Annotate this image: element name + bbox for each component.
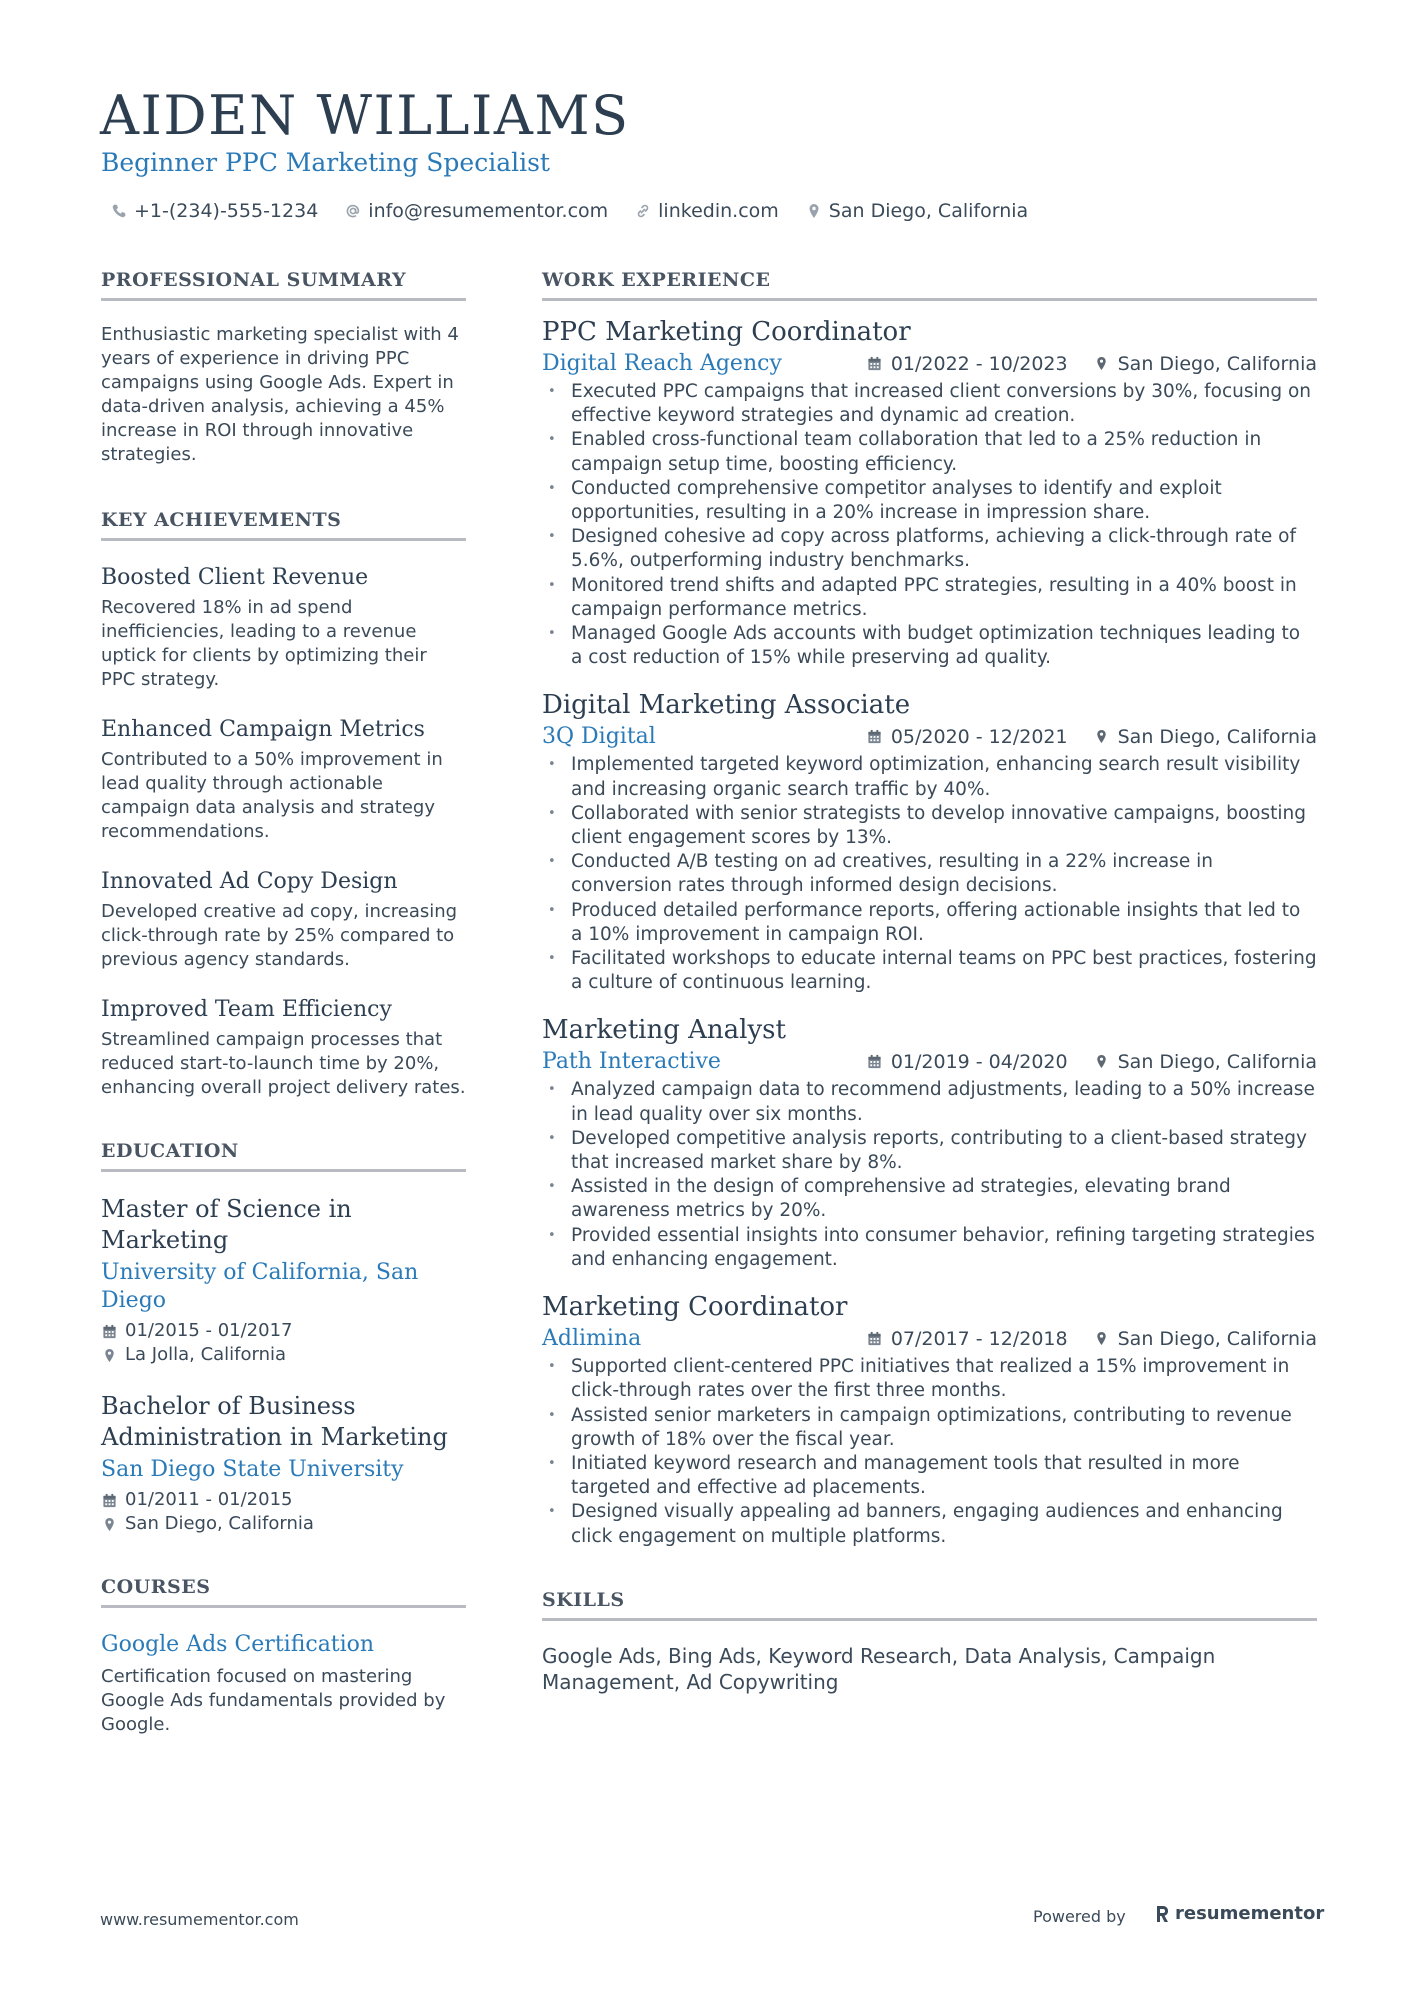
bullet-item: • Enabled cross-functional team collaboration that led to a 25% reduction in campaign setup time, boosting efficiency. (542, 428, 1317, 476)
experience-section (542, 269, 1317, 1549)
calendar-icon (867, 1054, 883, 1070)
dates-text: 01/2019 - 04/2020 (890, 1050, 1068, 1073)
bullet-item: • Designed visually appealing ad banners, engaging audiences and enhancing click engagement on multiple platforms. (542, 1500, 1317, 1548)
bullet-item: • Conducted A/B testing on ad creatives, resulting in a 22% increase in conversion rates through informed design decisions. (542, 850, 1317, 898)
bullet-item: • Assisted in the design of comprehensive ad strategies, elevating brand awareness metrics by 20%. (542, 1175, 1317, 1223)
job-title: Beginner PPC Marketing Specialist (101, 148, 550, 177)
link-icon (634, 202, 652, 220)
job-meta (867, 1328, 1317, 1350)
candidate-name: AIDEN WILLIAMS (100, 84, 630, 147)
dates-text: 01/2022 - 10/2023 (890, 352, 1068, 375)
skills-heading: SKILLS (542, 1589, 1317, 1621)
location-icon (1094, 1054, 1110, 1070)
school: San Diego State University (101, 1457, 404, 1482)
dates-text: 05/2020 - 12/2021 (890, 725, 1068, 748)
job-position: Digital Marketing Associate (542, 690, 911, 721)
dates-text: 01/2015 - 01/2017 (125, 1320, 293, 1341)
education-dates (101, 1488, 466, 1512)
achievement-item (101, 867, 466, 972)
achievement-text: Recovered 18% in ad spend inefficiencies, leading to a revenue uptick for clients by optimizing their PPC strategy. (101, 597, 427, 690)
education-location (101, 1343, 466, 1367)
degree: Master of Science in Marketing (101, 1195, 352, 1254)
education-item (101, 1391, 466, 1536)
job-position: Marketing Coordinator (542, 1292, 848, 1323)
achievement-title: Enhanced Campaign Metrics (101, 717, 425, 742)
job-location (1094, 1328, 1317, 1350)
achievement-title: Improved Team Efficiency (101, 997, 392, 1022)
location-text: San Diego, California (1117, 1327, 1317, 1350)
job-bullets (542, 380, 1317, 670)
calendar-icon (867, 356, 883, 372)
location-icon (101, 1347, 117, 1363)
education-heading: EDUCATION (101, 1140, 466, 1172)
location-text: San Diego, California (125, 1513, 314, 1534)
job-subheader (542, 1049, 1317, 1074)
footer-url[interactable]: www.resumementor.com (100, 1910, 299, 1929)
location-icon (805, 202, 823, 220)
job-company: Adlimina (542, 1326, 642, 1352)
location-text: San Diego, California (1117, 352, 1317, 375)
location-icon (1094, 356, 1110, 372)
brand-text: resumementor (1175, 1903, 1325, 1924)
dates-text: 07/2017 - 12/2018 (890, 1327, 1068, 1350)
job-subheader (542, 1326, 1317, 1351)
email-text: info@resumementor.com (368, 200, 609, 222)
achievement-item (101, 563, 466, 692)
bullet-item: • Initiated keyword research and management tools that resulted in more targeted and effective ad placements. (542, 1452, 1317, 1500)
achievement-text: Contributed to a 50% improvement in lead quality through actionable campaign data analysis and strategy recommendations. (101, 749, 443, 842)
bullet-item: • Facilitated workshops to educate internal teams on PPC best practices, fostering a culture of continuous learning. (542, 947, 1317, 995)
contact-linkedin[interactable] (634, 200, 779, 222)
achievements-heading: KEY ACHIEVEMENTS (101, 509, 466, 541)
contact-phone[interactable] (110, 200, 318, 222)
bullet-item: • Collaborated with senior strategists to develop innovative campaigns, boosting client engagement scores by 13%. (542, 802, 1317, 850)
bullet-item: • Conducted comprehensive competitor analyses to identify and exploit opportunities, resulting in a 20% increase in impression share. (542, 477, 1317, 525)
job-dates (867, 726, 1068, 748)
bullet-item: • Managed Google Ads accounts with budget optimization techniques leading to a cost reduction of 15% while preserving ad quality. (542, 622, 1317, 670)
bullet-item: • Provided essential insights into consumer behavior, refining targeting strategies and enhancing engagement. (542, 1224, 1317, 1272)
location-icon (1094, 729, 1110, 745)
degree: Bachelor of Business Administration in Marketing (101, 1392, 448, 1451)
location-text: La Jolla, California (125, 1344, 287, 1365)
education-location (101, 1512, 466, 1536)
job-entry (542, 1290, 1317, 1549)
phone-text: +1-(234)-555-1234 (134, 200, 319, 222)
job-meta (867, 353, 1317, 375)
experience-heading: WORK EXPERIENCE (542, 269, 1317, 301)
achievement-title: Innovated Ad Copy Design (101, 869, 398, 894)
footer-powered-by: Powered by (1033, 1907, 1126, 1926)
bullet-item: • Supported client-centered PPC initiatives that realized a 15% improvement in click-through rates over the first three months. (542, 1355, 1317, 1403)
course-text: Certification focused on mastering Google Ads fundamentals provided by Google. (101, 1666, 446, 1735)
bullet-item: • Designed cohesive ad copy across platforms, achieving a click-through rate of 5.6%, outperforming industry benchmarks. (542, 525, 1317, 573)
education-item (101, 1194, 466, 1367)
skills-text: Google Ads, Bing Ads, Keyword Research, Data Analysis, Campaign Management, Ad Copywriting (542, 1643, 1216, 1694)
job-meta (867, 1051, 1317, 1073)
calendar-icon (867, 1331, 883, 1347)
job-bullets (542, 1078, 1317, 1272)
footer-brand[interactable] (1155, 1903, 1324, 1924)
job-position: Marketing Analyst (542, 1015, 786, 1046)
contact-bar (110, 200, 1054, 222)
left-column (101, 269, 466, 1737)
courses-section (101, 1576, 466, 1737)
contact-email[interactable] (344, 200, 608, 222)
school: University of California, San Diego (101, 1260, 419, 1313)
bullet-item: • Implemented targeted keyword optimization, enhancing search result visibility and increasing organic search traffic by 40%. (542, 753, 1317, 801)
calendar-icon (101, 1323, 117, 1339)
job-location (1094, 353, 1317, 375)
summary-text: Enthusiastic marketing specialist with 4 years of experience in driving PPC campaigns using Google Ads. Expert in data-driven analysis, achieving a 45% increase in ROI through innovative strategies. (101, 324, 459, 465)
location-text: San Diego, California (828, 200, 1029, 222)
location-text: San Diego, California (1117, 725, 1317, 748)
course-item (101, 1630, 466, 1737)
achievements-section (101, 509, 466, 1100)
calendar-icon (867, 729, 883, 745)
job-entry (542, 1013, 1317, 1272)
summary-heading: PROFESSIONAL SUMMARY (101, 269, 466, 301)
achievement-text: Streamlined campaign processes that reduced start-to-launch time by 20%, enhancing overall project delivery rates. (101, 1029, 466, 1098)
courses-heading: COURSES (101, 1576, 466, 1608)
job-bullets (542, 1355, 1317, 1549)
job-company: Path Interactive (542, 1049, 721, 1075)
achievement-item (101, 715, 466, 844)
dates-text: 01/2011 - 01/2015 (125, 1489, 293, 1510)
job-bullets (542, 753, 1317, 995)
bullet-item: • Monitored trend shifts and adapted PPC strategies, resulting in a 40% boost in campaign performance metrics. (542, 574, 1317, 622)
bullet-item: • Analyzed campaign data to recommend adjustments, leading to a 50% increase in lead quality over six months. (542, 1078, 1317, 1126)
bullet-item: • Executed PPC campaigns that increased client conversions by 30%, focusing on effective keyword strategies and dynamic ad creation. (542, 380, 1317, 428)
job-dates (867, 353, 1068, 375)
bullet-item: • Assisted senior marketers in campaign optimizations, contributing to revenue growth of 18% over the fiscal year. (542, 1404, 1317, 1452)
right-column (542, 269, 1317, 1695)
job-meta (867, 726, 1317, 748)
job-location (1094, 726, 1317, 748)
location-text: San Diego, California (1117, 1050, 1317, 1073)
linkedin-text: linkedin.com (658, 200, 779, 222)
job-company: 3Q Digital (542, 724, 656, 750)
calendar-icon (101, 1492, 117, 1508)
skills-section (542, 1589, 1317, 1695)
bullet-item: • Developed competitive analysis reports, contributing to a client-based strategy that increased market share by 8%. (542, 1127, 1317, 1175)
phone-icon (110, 202, 128, 220)
job-entry (542, 688, 1317, 995)
education-section (101, 1140, 466, 1536)
education-dates (101, 1319, 466, 1343)
job-position: PPC Marketing Coordinator (542, 317, 911, 347)
job-company: Digital Reach Agency (542, 351, 782, 376)
job-subheader (542, 724, 1317, 749)
job-dates (867, 1051, 1068, 1073)
location-icon (101, 1516, 117, 1532)
job-entry (542, 315, 1317, 670)
contact-location (805, 200, 1028, 222)
resumementor-logo-icon (1155, 1904, 1170, 1924)
achievement-item (101, 995, 466, 1100)
job-dates (867, 1328, 1068, 1350)
job-subheader (542, 351, 1317, 376)
achievement-text: Developed creative ad copy, increasing click-through rate by 25% compared to previous agency standards. (101, 901, 458, 970)
summary-section (101, 269, 466, 467)
at-icon (344, 202, 362, 220)
bullet-item: • Produced detailed performance reports, offering actionable insights that led to a 10% improvement in campaign ROI. (542, 899, 1317, 947)
job-location (1094, 1051, 1317, 1073)
location-icon (1094, 1331, 1110, 1347)
course-title: Google Ads Certification (101, 1632, 375, 1657)
achievement-title: Boosted Client Revenue (101, 565, 369, 590)
